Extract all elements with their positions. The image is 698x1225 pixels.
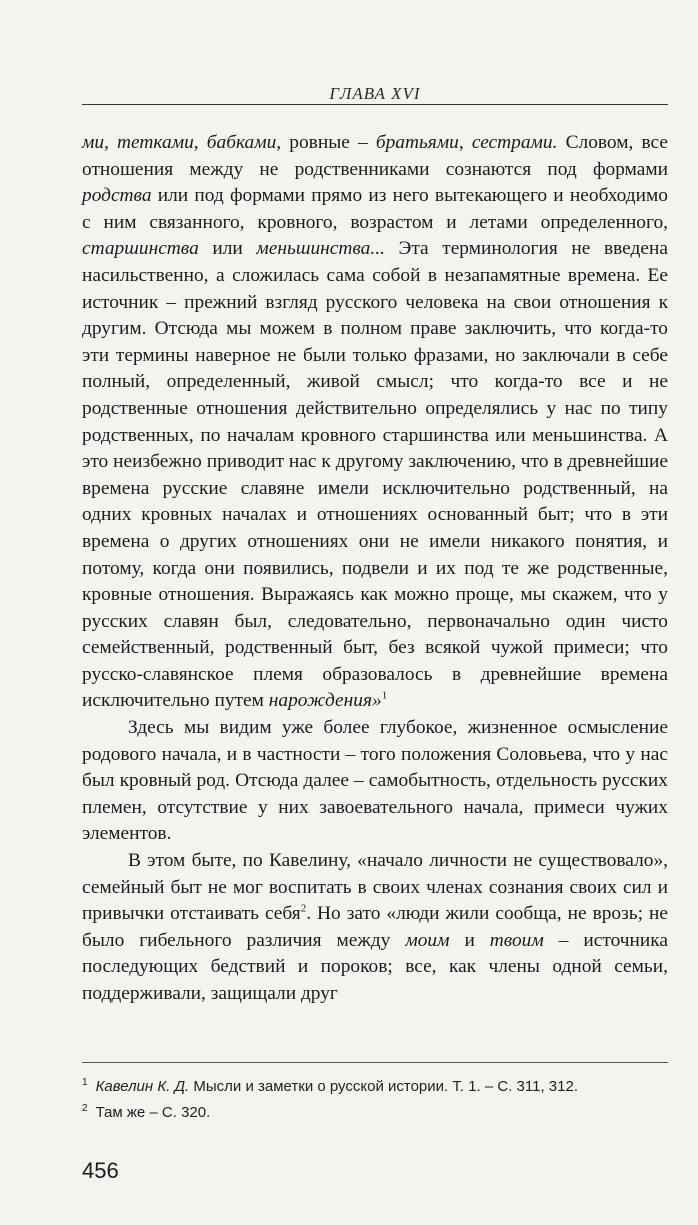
footnote-1: $^1$ Кавелин К. Д. Мысли и заметки о русской истории. Т. 1. – С. 311, 312.: [82, 1077, 578, 1095]
paragraph-2: Здесь мы видим уже более глубокое, жизненное осмысление родового начала, и в частности – того положения Соловьева, что у нас был кровный род. Отсюда далее – самобытность, отдельность русских племен, отсутствие у них завоевательного начала, примеси чужих элементов.: [82, 717, 668, 845]
paragraph-1: ми, тетками, бабками, ровные – братьями, сестрами. Словом, все отношения между не родственниками сознаются под формами родства или под формами прямо из него вытекающего и необходимо с ним связанного, кровного, возрастом и летами определенного, старшинства или меньшинства... Эта терминология не введена насильственно, а сложилась сама собой в незапамятные времена. Ее источник – прежний взгляд русского человека на свои отношения к другим. Отсюда мы можем в полном праве заключить, что когда-то эти термины наверное не были только фразами, но заключали в себе полный, определенный, живой смысл; что когда-то все и не родственные отношения действительно определялись у нас по типу родственных, по началам кровного старшинства или меньшинства. А это неизбежно приводит нас к другому заключению, что в древнейшие времена русские славяне имели исключительно родственный, на одних кровных началах и отношениях основанный быт; что в эти времена о других отношениях они не имели никакого понятия, и потому, когда они появились, подвели и их под те же родственные, кровные отношения. Выражаясь как можно проще, мы скажем, что у русских славян был, следовательно, первоначально один чисто семейственный, родственный быт, без всякой чужой примеси; что русско-славянское племя образовалось в древнейшие времена исключительно путем нарождения»$^1$: [82, 132, 668, 712]
footnote-rule: [82, 1062, 668, 1063]
paragraph-3: В этом быте, по Кавелину, «начало личности не существовало», семейный быт не мог воспитать в своих членах сознания своих сил и привычки отстаивать себя$^2$. Но зато «люди жили сообща, не врозь; не было гибельного различия между моим и твоим – источника последующих бедствий и пороков; все, как члены одной семьи, поддерживали, защищали друг: [82, 850, 668, 1004]
body-text: [82, 130, 668, 1008]
running-head: ГЛАВА XVI: [329, 84, 421, 103]
footnote-ref-2: 2: [300, 902, 307, 915]
footnotes: [82, 1074, 668, 1126]
footnote-ref-1: 1: [381, 690, 388, 702]
header-rule: [82, 104, 668, 105]
footnote-2: $^2$ Там же – С. 320.: [82, 1103, 211, 1121]
page-number: 456: [82, 1158, 119, 1183]
